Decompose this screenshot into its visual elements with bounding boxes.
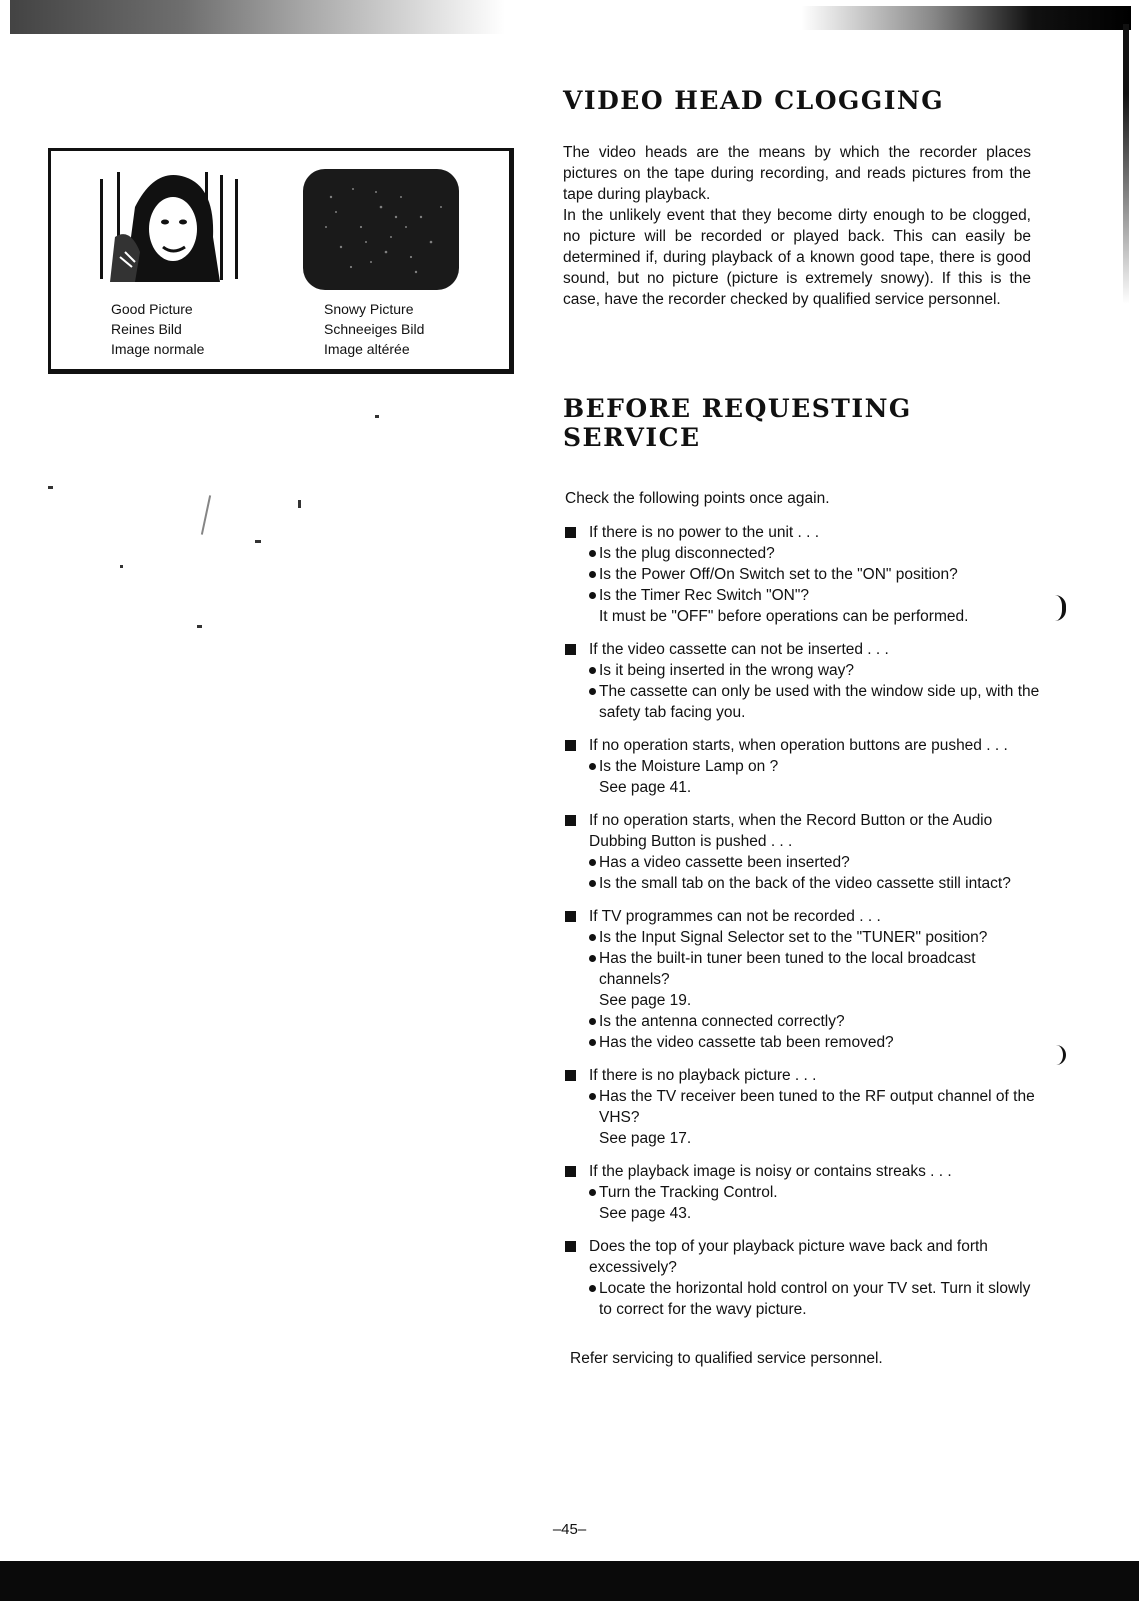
caption-line: Schneeiges Bild	[324, 321, 425, 337]
check-point-text: Is the small tab on the back of the video cassette still intact?	[599, 875, 1011, 892]
troubleshooting-item	[565, 1161, 1045, 1224]
round-bullet-icon	[589, 688, 596, 695]
square-bullet-icon	[565, 1241, 576, 1252]
caption-line: Snowy Picture	[324, 301, 414, 317]
check-point-text: Is it being inserted in the wrong way?	[599, 662, 855, 679]
caption-line: Image altérée	[324, 341, 410, 357]
check-point-text: Turn the Tracking Control.	[599, 1184, 778, 1201]
scan-edge-right	[1123, 24, 1129, 724]
check-point-text: Is the plug disconnected?	[599, 545, 775, 562]
scan-speck	[197, 625, 202, 628]
check-point	[589, 564, 1045, 585]
check-point-note: See page 19.	[599, 992, 692, 1009]
item-heading: If no operation starts, when operation buttons are pushed . . .	[589, 737, 1008, 754]
scan-border-top-left	[10, 0, 505, 34]
round-bullet-icon	[589, 1018, 596, 1025]
video-head-clogging-heading: VIDEO HEAD CLOGGING	[563, 86, 945, 115]
caption-line: Image normale	[111, 341, 205, 357]
check-point-note: See page 43.	[599, 1205, 692, 1222]
body-paragraph: The video heads are the means by which the recorder places pictures on the tape during recording, and reads pictures from the tape during playback.	[563, 144, 1031, 203]
check-point-text: Has a video cassette been inserted?	[599, 854, 850, 871]
round-bullet-icon	[589, 1039, 596, 1046]
round-bullet-icon	[589, 1093, 596, 1100]
square-bullet-icon	[565, 644, 576, 655]
video-head-clogging-body	[563, 142, 1031, 310]
check-point-text: Is the Power Off/On Switch set to the "ON" position?	[599, 566, 958, 583]
troubleshooting-item	[565, 1236, 1045, 1320]
snowy-picture-image	[301, 167, 461, 292]
round-bullet-icon	[589, 667, 596, 674]
heading-line: BEFORE REQUESTING	[563, 394, 912, 423]
picture-comparison-figure	[48, 148, 514, 374]
scan-speck	[48, 486, 53, 489]
round-bullet-icon	[589, 859, 596, 866]
check-point	[589, 1011, 1045, 1032]
check-point	[589, 681, 1045, 723]
item-heading: If TV programmes can not be recorded . . .	[589, 908, 881, 925]
scan-speck	[375, 415, 379, 418]
heading-line: SERVICE	[563, 423, 701, 452]
item-heading: If there is no playback picture . . .	[589, 1067, 817, 1084]
square-bullet-icon	[565, 815, 576, 826]
scan-speck	[120, 565, 123, 568]
scan-border-bottom	[0, 1561, 1139, 1601]
item-heading: If there is no power to the unit . . .	[589, 524, 820, 541]
troubleshooting-list	[565, 522, 1045, 1332]
square-bullet-icon	[565, 740, 576, 751]
square-bullet-icon	[565, 1070, 576, 1081]
troubleshooting-item	[565, 1065, 1045, 1149]
check-point	[589, 927, 1045, 948]
item-heading: If the video cassette can not be inserted . . .	[589, 641, 889, 658]
troubleshooting-item	[565, 639, 1045, 723]
check-point-note: See page 17.	[599, 1130, 692, 1147]
good-picture-image	[95, 167, 255, 292]
troubleshooting-item	[565, 735, 1045, 798]
scan-speck	[298, 500, 301, 508]
caption-line: Reines Bild	[111, 321, 182, 337]
check-point	[589, 1086, 1045, 1128]
round-bullet-icon	[589, 592, 596, 599]
check-point	[589, 756, 1045, 777]
round-bullet-icon	[589, 1285, 596, 1292]
before-requesting-service-heading	[563, 394, 912, 452]
check-point-text: Is the Moisture Lamp on ?	[599, 758, 779, 775]
refer-servicing-note: Refer servicing to qualified service personnel.	[570, 1350, 883, 1367]
check-point	[589, 1032, 1045, 1053]
troubleshooting-item	[565, 810, 1045, 894]
check-point-text: Has the video cassette tab been removed?	[599, 1034, 894, 1051]
round-bullet-icon	[589, 934, 596, 941]
check-point	[589, 1278, 1045, 1320]
check-point-note: It must be "OFF" before operations can be performed.	[599, 608, 969, 625]
troubleshooting-item	[565, 522, 1045, 627]
check-point-text: Is the antenna connected correctly?	[599, 1013, 845, 1030]
check-point-note: See page 41.	[599, 779, 692, 796]
body-paragraph: In the unlikely event that they become dirty enough to be clogged, no picture will be recorded or played back. This can easily be determined if, during playback of a known good tape, there is good sound, but no picture (picture is extremely snowy). If this is the case, have the recorder checked by qualified service personnel.	[563, 207, 1031, 308]
check-point-text: The cassette can only be used with the window side up, with the safety tab facing you.	[599, 683, 1040, 721]
check-point-text: Has the built-in tuner been tuned to the local broadcast channels?	[599, 950, 976, 988]
round-bullet-icon	[589, 550, 596, 557]
troubleshooting-item	[565, 906, 1045, 1053]
item-heading: If no operation starts, when the Record Button or the Audio Dubbing Button is pushed . . .	[589, 812, 993, 850]
check-point	[589, 948, 1045, 990]
check-point-text: Is the Input Signal Selector set to the "TUNER" position?	[599, 929, 988, 946]
check-point	[589, 1182, 1045, 1203]
scan-speck	[1055, 595, 1066, 621]
caption-line: Good Picture	[111, 301, 193, 317]
round-bullet-icon	[589, 571, 596, 578]
check-point	[589, 660, 1045, 681]
check-point	[589, 543, 1045, 564]
square-bullet-icon	[565, 911, 576, 922]
scan-speck	[1055, 1045, 1066, 1065]
page-number: –45–	[552, 1521, 587, 1538]
square-bullet-icon	[565, 1166, 576, 1177]
check-point	[589, 852, 1045, 873]
scan-border-top-right	[801, 6, 1131, 30]
round-bullet-icon	[589, 955, 596, 962]
round-bullet-icon	[589, 880, 596, 887]
check-point	[589, 873, 1045, 894]
good-picture-caption	[111, 299, 204, 359]
square-bullet-icon	[565, 527, 576, 538]
round-bullet-icon	[589, 1189, 596, 1196]
check-point-text: Has the TV receiver been tuned to the RF output channel of the VHS?	[599, 1088, 1035, 1126]
item-heading: Does the top of your playback picture wave back and forth excessively?	[589, 1238, 988, 1276]
check-point	[589, 585, 1045, 606]
check-point-text: Is the Timer Rec Switch "ON"?	[599, 587, 809, 604]
snowy-picture-caption	[324, 299, 424, 359]
round-bullet-icon	[589, 763, 596, 770]
check-points-intro: Check the following points once again.	[565, 490, 830, 507]
scan-speck	[255, 540, 261, 543]
check-point-text: Locate the horizontal hold control on your TV set. Turn it slowly to correct for the wavy picture.	[599, 1280, 1031, 1318]
item-heading: If the playback image is noisy or contains streaks . . .	[589, 1163, 952, 1180]
scan-speck	[201, 495, 211, 535]
